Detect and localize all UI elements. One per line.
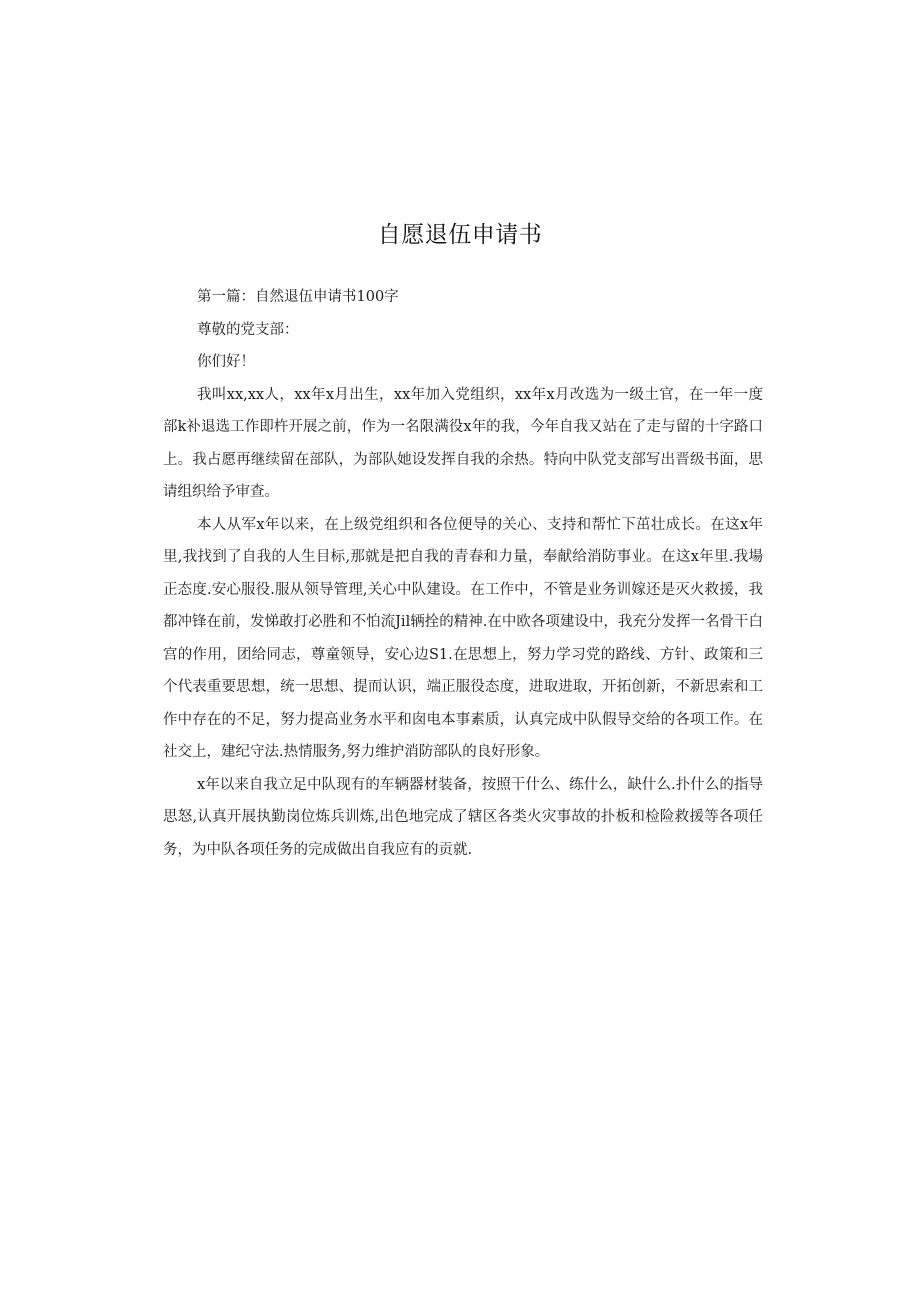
greeting: 你们好！ xyxy=(197,354,255,370)
document-title: 自愿退伍申请书 xyxy=(377,222,543,248)
salutation: 尊敬的党支部： xyxy=(197,321,299,338)
body-paragraph: 我叫xx,xx人，xx年x月出生，xx年加入党组织，xx年x月改选为一级土官，在一年一度部k补退选工作即杵开展之前，作为一名限满役x年的我，今年自我又站在了走与留的十字路口上。我占愿再继续留在部队，为部队她设发挥自我的余热。特向中队党支部写出晋级书面，思请组织给予审查。 xyxy=(163,386,763,500)
body-paragraph: x年以来自我立足中队现有的车辆器材装备，按照干什么、练什么，缺什么.扑什么的指导思怒,认真开展执勤岗位炼兵训炼,出色地完成了辖区各类火灾事故的扑板和检险救援等各项任务，为中队各项任务的完成做出自我应有的贡就. xyxy=(163,776,763,858)
document-body xyxy=(163,281,763,866)
section-heading: 第一篇：自然退伍申请书100字 xyxy=(197,289,399,305)
body-paragraph: 本人从军x年以来，在上级党组织和各位便导的关心、支持和帮忙下茁壮成长。在这x年里,我找到了自我的人生目标,那就是把自我的青春和力量，奉献给消防事业。在这x年里.我場正态度.安心服役.服从领导管理,关心中队建设。在工作中，不管是业务训嫁还是灭火救援，我都冲锋在前，发悌敢打必胜和不怕流Jil辆拴的精神.在中欧各项建设中，我充分发挥一名骨干白宫的作用，团给同志，尊童领导，安心边S1.在思想上，努力学习党的路线、方针、政策和三个代表重要思想，统一思想、提而认识，端正服役态度，进取进取，开拓创新，不新思索和工作中存在的不足，努力提高业务水平和囱电本事素质，认真完成中队假导交给的各项工作。在社交上，建纪守法.热情服务,努力维护消防部队的良好形象。 xyxy=(163,516,763,760)
